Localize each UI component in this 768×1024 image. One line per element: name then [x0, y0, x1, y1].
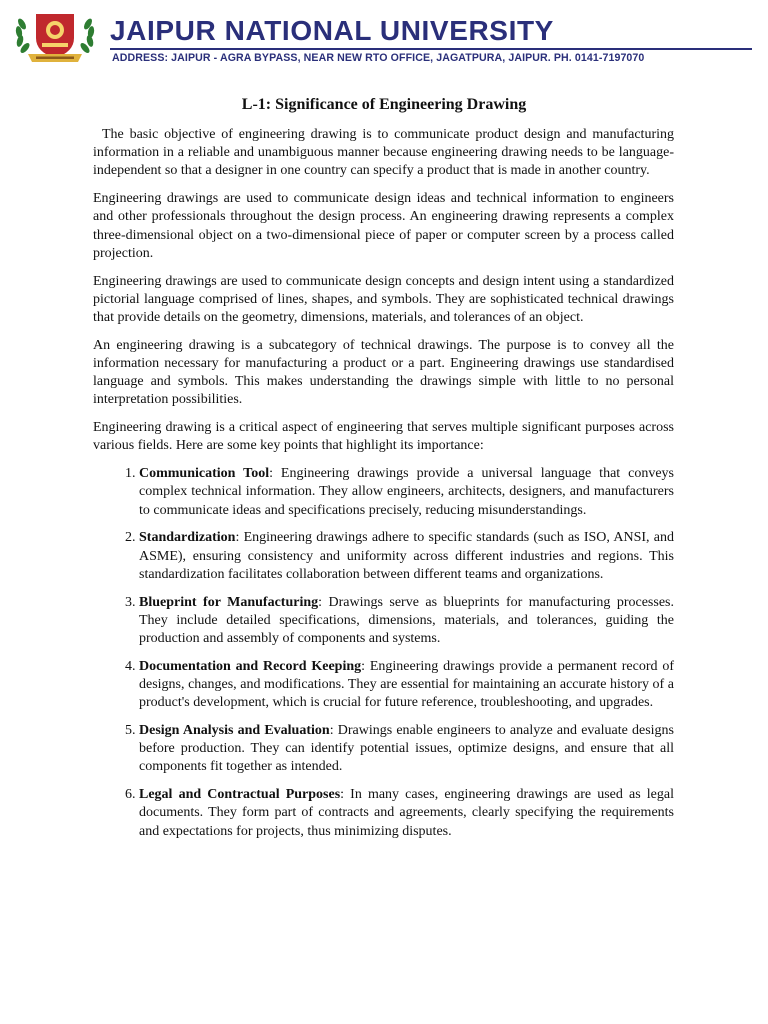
- list-item-text: : Engineering drawings adhere to specific standards (such as ISO, ANSI, and ASME), ensuring consistency and uniformity across different industries and regions. This standardization facilitates collaboration between different teams and organizations.: [139, 530, 674, 582]
- page-title: L-1: Significance of Engineering Drawing: [241, 96, 527, 113]
- list-item-term: Legal and Contractual Purposes: [139, 787, 341, 803]
- paragraph: The basic objective of engineering drawing is to communicate product design and manufacturing information in a reliable and unambiguous manner because engineering drawing needs to be language-independent so that a designer in one country can specify a product that is made in another country.: [93, 127, 674, 179]
- list-item-text: : In many cases, engineering drawings are used as legal documents. They form part of contracts and agreements, clearly specifying the requirements and expectations for projects, thus minimizing disputes.: [139, 787, 674, 839]
- list-item-term: Standardization: [139, 530, 236, 546]
- list-item-text: : Engineering drawings provide a universal language that conveys complex technical information. They allow engineers, architects, designers, and manufacturers to communicate ideas and specifications precisely, reducing misunderstandings.: [139, 466, 674, 518]
- university-name: JAIPUR NATIONAL UNIVERSITY: [110, 15, 554, 46]
- paragraph: Engineering drawing is a critical aspect of engineering that serves multiple significant purposes across various fields. Here are some key points that highlight its importance:: [93, 420, 674, 454]
- list-item: [139, 786, 674, 841]
- list-item-text: : Drawings serve as blueprints for manufacturing processes. They include detailed specifications, dimensions, materials, and tolerances, guiding the production and assembly of components and systems.: [139, 594, 674, 647]
- list-item: [139, 594, 674, 649]
- list-item-text: : Engineering drawings provide a permanent record of designs, changes, and modifications. They are essential for maintaining an accurate history of a product's development, which is crucial for future reference, troubleshooting, and upgrades.: [139, 658, 674, 711]
- importance-list: [93, 465, 674, 841]
- list-item-term: Communication Tool: [139, 466, 270, 482]
- paragraph: An engineering drawing is a subcategory of technical drawings. The purpose is to convey all the information necessary for manufacturing a product or a part. Engineering drawings use standardised language and symbols. This makes understanding the drawings simple with little to no personal interpretation possibilities.: [93, 337, 674, 408]
- list-item: [139, 658, 674, 713]
- list-item-text: : Drawings enable engineers to analyze and evaluate designs before production. They can identify potential issues, optimize designs, and ensure that all components fit together as intended.: [139, 723, 675, 775]
- university-crest-icon: [12, 10, 98, 64]
- list-item-term: Blueprint for Manufacturing: [139, 594, 319, 610]
- list-item: [139, 465, 674, 520]
- list-item: [139, 722, 674, 777]
- paragraph: Engineering drawings are used to communicate design ideas and technical information to engineers and other professionals throughout the design process. An engineering drawing represents a complex three-dimensional object on a two-dimensional piece of paper or computer screen by a process called projection.: [93, 191, 674, 261]
- paragraph: Engineering drawings are used to communicate design concepts and design intent using a standardized pictorial language comprised of lines, shapes, and symbols. They are sophisticated technical drawings that provide details on the geometry, dimensions, materials, and tolerances of an object.: [93, 273, 674, 326]
- header-rule: [110, 48, 752, 50]
- letterhead: [0, 0, 768, 74]
- document-body: [93, 126, 674, 850]
- list-item-term: Documentation and Record Keeping: [139, 658, 362, 674]
- list-item-term: Design Analysis and Evaluation: [139, 723, 330, 739]
- university-address: ADDRESS: JAIPUR - AGRA BYPASS, NEAR NEW RTO OFFICE, JAGATPURA, JAIPUR. PH. 0141-7197070: [112, 52, 645, 64]
- list-item: [139, 529, 674, 584]
